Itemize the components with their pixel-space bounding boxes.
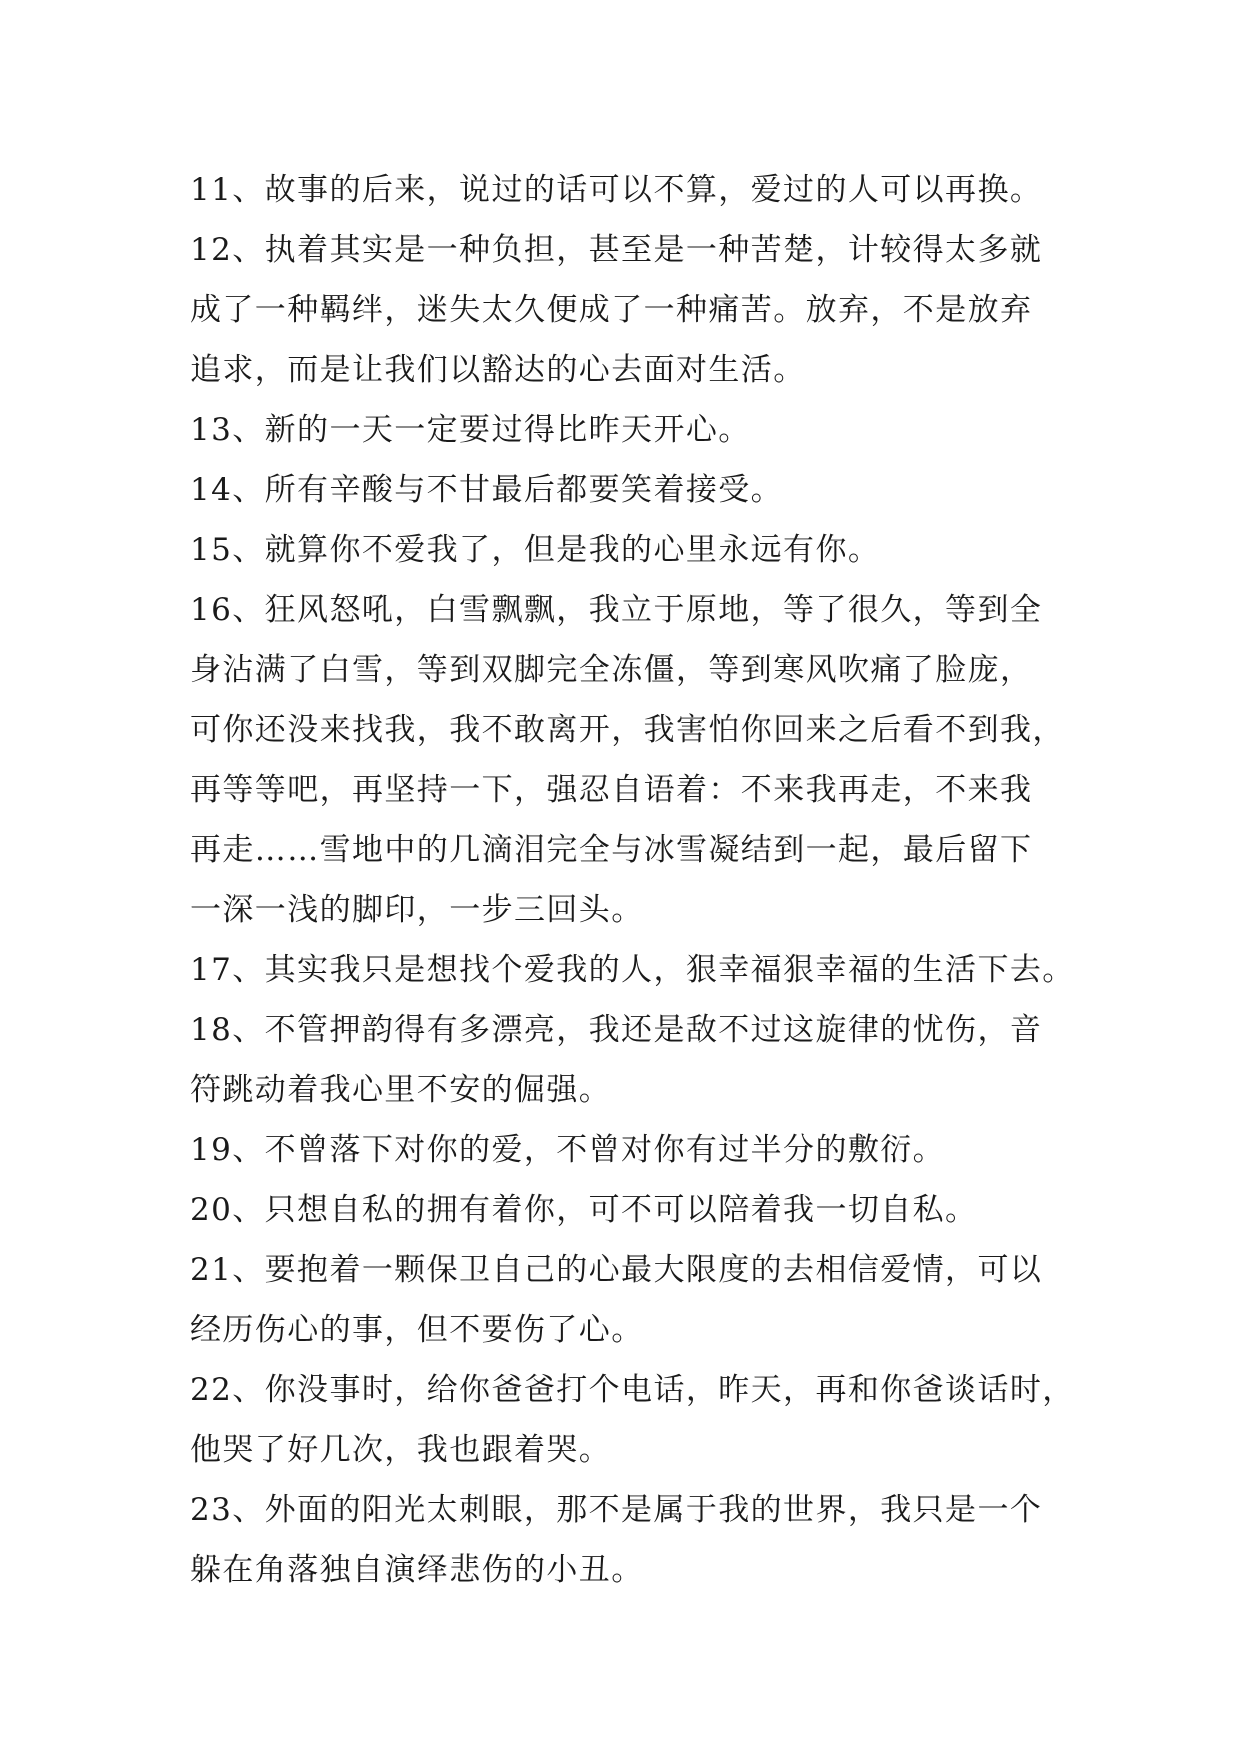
text-line: 14、所有辛酸与不甘最后都要笑着接受。 [190, 472, 784, 508]
text-line: 11、故事的后来，说过的话可以不算，爱过的人可以再换。 [190, 172, 1043, 208]
text-line: 12、执着其实是一种负担，甚至是一种苦楚，计较得太多就 [190, 232, 1043, 268]
text-line: 再走……雪地中的几滴泪完全与冰雪凝结到一起，最后留下 [190, 832, 1033, 868]
text-line: 再等等吧，再坚持一下，强忍自语着：不来我再走，不来我 [190, 772, 1033, 808]
text-line: 符跳动着我心里不安的倔强。 [190, 1072, 612, 1108]
text-line: 成了一种羁绊，迷失太久便成了一种痛苦。放弃，不是放弃 [190, 292, 1033, 328]
text-line: 20、只想自私的拥有着你，可不可以陪着我一切自私。 [190, 1192, 978, 1228]
text-line: 躲在角落独自演绎悲伤的小丑。 [190, 1552, 644, 1588]
text-line: 15、就算你不爱我了，但是我的心里永远有你。 [190, 532, 881, 568]
text-line: 身沾满了白雪，等到双脚完全冻僵，等到寒风吹痛了脸庞， [190, 652, 1033, 688]
text-line: 18、不管押韵得有多漂亮，我还是敌不过这旋律的忧伤，音 [190, 1012, 1043, 1048]
text-line: 可你还没来找我，我不敢离开，我害怕你回来之后看不到我， [190, 712, 1065, 748]
text-line: 13、新的一天一定要过得比昨天开心。 [190, 412, 751, 448]
text-line: 16、狂风怒吼，白雪飘飘，我立于原地，等了很久，等到全 [190, 592, 1043, 628]
text-line: 22、你没事时，给你爸爸打个电话，昨天，再和你爸谈话时， [190, 1372, 1075, 1408]
document-body [190, 160, 1075, 1600]
text-line: 17、其实我只是想找个爱我的人，狠幸福狠幸福的生活下去。 [190, 952, 1075, 988]
text-line: 19、不曾落下对你的爱，不曾对你有过半分的敷衍。 [190, 1132, 946, 1168]
text-line: 21、要抱着一颗保卫自己的心最大限度的去相信爱情，可以 [190, 1252, 1043, 1288]
text-line: 他哭了好几次，我也跟着哭。 [190, 1432, 612, 1468]
text-line: 23、外面的阳光太刺眼，那不是属于我的世界，我只是一个 [190, 1492, 1043, 1528]
text-line: 一深一浅的脚印，一步三回头。 [190, 892, 644, 928]
text-line: 经历伤心的事，但不要伤了心。 [190, 1312, 644, 1348]
text-line: 追求，而是让我们以豁达的心去面对生活。 [190, 352, 806, 388]
